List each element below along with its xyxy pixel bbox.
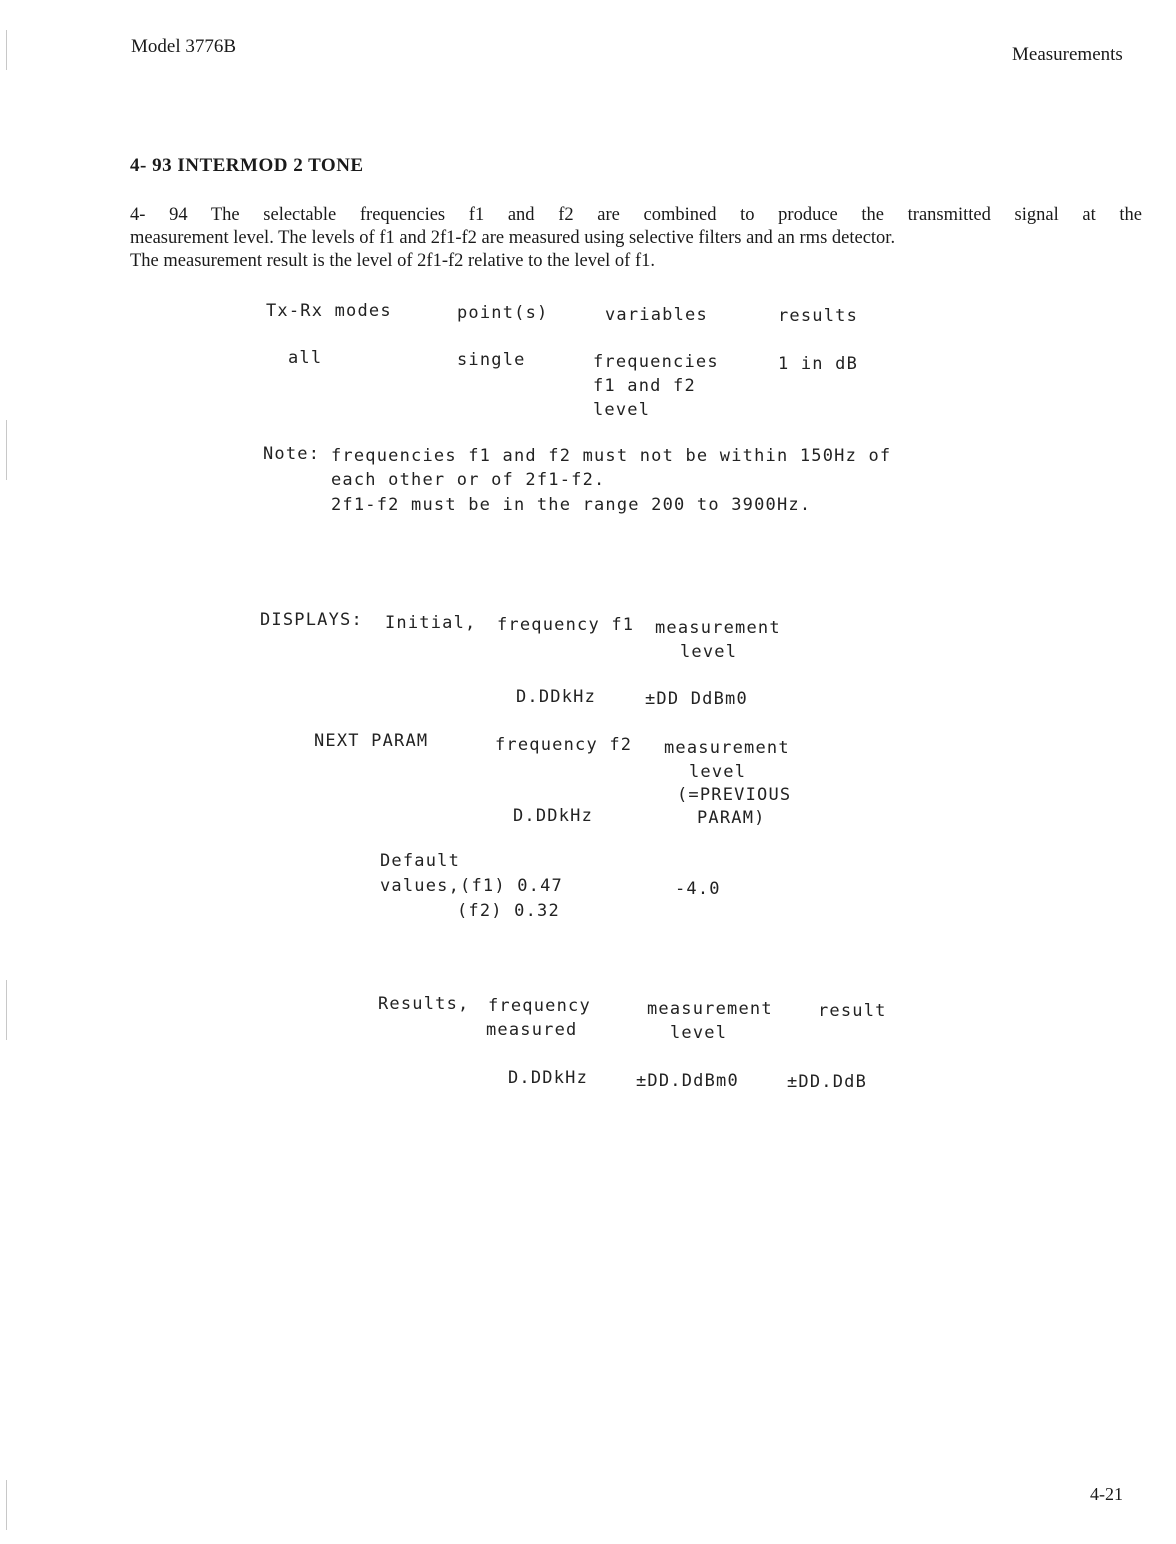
table-cell-variable: frequencies [593, 352, 719, 372]
header-section: Measurements [1012, 44, 1123, 65]
results-frequency-heading: measured [486, 1020, 578, 1040]
next-frequency-value: D.DDkHz [513, 806, 594, 826]
table-cell-variable: f1 and f2 [593, 376, 696, 396]
table-header-points: point(s) [457, 303, 549, 323]
note-line: 2f1-f2 must be in the range 200 to 3900Hz. [331, 495, 812, 515]
displays-label: DISPLAYS: [260, 610, 363, 630]
results-label: Results, [378, 994, 470, 1014]
next-param-label: NEXT PARAM [314, 731, 429, 751]
scan-edge-mark [6, 30, 7, 70]
default-label: Default [380, 851, 461, 871]
next-level-heading: level [689, 762, 747, 782]
section-title: 4- 93 INTERMOD 2 TONE [130, 155, 364, 176]
header-model: Model 3776B [131, 36, 237, 57]
paragraph-line: The measurement result is the level of 2f1-f2 relative to the level of f1. [130, 251, 656, 271]
initial-frequency-value: D.DDkHz [516, 687, 597, 707]
paragraph-line: measurement level. The levels of f1 and 2f1-f2 are measured using selective filters and an rms detector. [130, 228, 896, 248]
default-f2-value: (f2) 0.32 [457, 901, 560, 921]
scan-edge-mark [6, 420, 7, 480]
table-header-variables: variables [605, 305, 708, 325]
table-cell-mode: all [288, 348, 323, 368]
results-level-heading: measurement [647, 999, 773, 1019]
note-line: each other or of 2f1-f2. [331, 470, 606, 490]
description-paragraph [130, 204, 1142, 273]
note-line: frequencies f1 and f2 must not be within 150Hz of [331, 446, 892, 466]
results-result-heading: result [818, 1001, 887, 1021]
next-level-heading: measurement [664, 738, 790, 758]
results-level-value: ±DD.DdBm0 [636, 1071, 739, 1091]
initial-level-heading: level [680, 642, 738, 662]
initial-level-heading: measurement [655, 618, 781, 638]
note-label: Note: [263, 444, 321, 464]
next-level-heading: PARAM) [697, 808, 766, 828]
scan-edge-mark [6, 1480, 7, 1530]
scan-edge-mark [6, 980, 7, 1040]
table-header-modes: Tx-Rx modes [266, 301, 392, 321]
default-f1-value: values,(f1) 0.47 [380, 876, 563, 896]
initial-frequency-heading: frequency f1 [497, 615, 635, 635]
initial-level-value: ±DD DdBm0 [645, 689, 748, 709]
next-frequency-heading: frequency f2 [495, 735, 633, 755]
paragraph-line: 4- 94 The selectable frequencies f1 and f2 are combined to produce the transmitted signal at the [130, 205, 1142, 225]
table-header-results: results [778, 306, 859, 326]
table-cell-variable: level [593, 400, 651, 420]
next-level-heading: (=PREVIOUS [677, 785, 792, 805]
default-level-value: -4.0 [675, 879, 721, 899]
page-number: 4-21 [1090, 1484, 1123, 1504]
table-cell-results: 1 in dB [778, 354, 859, 374]
table-cell-points: single [457, 350, 526, 370]
results-frequency-value: D.DDkHz [508, 1068, 589, 1088]
initial-label: Initial, [385, 613, 477, 633]
results-frequency-heading: frequency [488, 996, 591, 1016]
results-level-heading: level [670, 1023, 728, 1043]
results-result-value: ±DD.DdB [787, 1072, 868, 1092]
